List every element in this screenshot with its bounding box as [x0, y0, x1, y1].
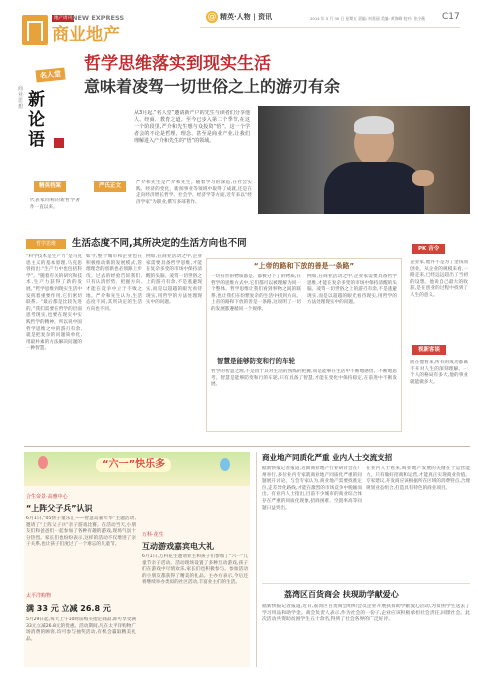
portrait-body — [324, 162, 424, 214]
body-column-1: “科学技术是生产力”是马克思主义的基本原理,马克思曾指出:“生产力中也包括科学”。“随着有关的研究和技术,生产力获得了新的发展。”哲学思维到现实生活中发挥着重要作用,它们密切联系。“最后都是比较先进的。”我们需要在哲学的层面思考现实,也要在现实中实践哲学的精神。所以说中国哲学思维之中的游刃有余,就是把复杂的问题简单化,用最朴素的方法解决问题的一种智慧。 — [26, 254, 82, 352]
balloon-icon — [220, 458, 230, 471]
logo-block — [22, 15, 48, 45]
headline-main: 哲学思维落实到现实生活 — [84, 54, 271, 74]
body-column-4: 哲学的智慧之源,不是由于其对生活的熟练的把握,而是能够在生活中不断地感悟、不断地思考。智慧是能够防变和行的车轮,只有具备了智慧,才能在变化中保持稳定,在前进中不断发展。 — [211, 369, 397, 388]
page-number: C17 — [442, 12, 460, 22]
calligraphy-title: 新论语 — [28, 90, 45, 150]
kids-left-tag: 合生帝景·高雅中心 — [26, 494, 68, 500]
vertical-caption: 商业·思想 — [18, 86, 25, 110]
at-icon: @ — [207, 12, 217, 22]
side-label-2: 视新客谈 — [412, 345, 446, 355]
feature-bottom-rule — [24, 446, 470, 447]
quote-text-2: 例如,在商业活动之中,企业家需要具备哲学思维,才能在复杂多变的市场中保持清醒的头脑。凌驾一切世俗之上的游刃有余,不是逃避现实,而是以超越的眼光看待现实,用哲学的方法处理现实中的问题。 — [307, 274, 397, 306]
profile-text-2: 严介和先生是严介和先生。随着学习的深造,在社会实践、经济的变化、新闻事业等领域中取得了成就,还是在走向经济增长哲学、社会学、经济学等方面,近年来以“经济学家”为职业,撰写多部著作。 — [136, 180, 252, 205]
quote-box — [206, 258, 402, 432]
kids-bottom-tag: 太平洋购物 — [26, 593, 52, 599]
news-text-1: 据新快报记者报道,近期商业地产行业研讨会在广州举行,多位业内专家就商业地产同质化严重的问题展开讨论。与会专家认为,商业地产需要找准定位,走差异化路线,才能在激烈的市场竞争中脱颖而出。有业内人士指出,目前不少城市的商业综合体存在严重的同质化现象,招商困难、空置率高等问题日益突出。 — [262, 466, 362, 511]
news-text-3: 据新快报记者报道,近日,荔湾区百货商会组织会员企业开展扶贫助学献爱心活动,为贫困学生送去了学习用品和助学金。商会负责人表示,作为社会的一份子,企业应该积极承担社会责任,回馈社会。此次活动共资助贫困学生五十余名,得到了社会各界的广泛好评。 — [262, 604, 470, 623]
celebrity-badge: 名人堂 — [35, 68, 65, 83]
side-text-2: 而在他看来,所有的成功都离不开对人生的深刻理解。一个人的格局有多大,他的事业就能做多大。 — [410, 360, 468, 385]
kids-mid-tag: 万科·花生 — [142, 532, 164, 538]
column-divider — [256, 452, 257, 667]
body-label: 严氏正文 — [94, 181, 126, 192]
quote-text: 一切有形的物质都是、都被分下了的物质,在哲学的思维方式中,它们都可以被理解为同一个整体。哲学思维让我们看到事物之间的联系,也让我们在纷繁复杂的生活中找到方向。上帝的路和下放的善是一条路,这说明了一切的发展都遵循同一个规律。 — [211, 274, 301, 312]
news-title-2: 荔湾区百货商会 扶现助学献爱心 — [284, 590, 399, 599]
issue-meta: 2014 年 5 月 30 日 星期五 责编: 何嘉丽 美编: 黄海峰 校对: 张少薇 — [310, 16, 425, 21]
quote-title: “上帝的路和下放的善是一条路” — [253, 262, 355, 270]
express-label: NEW EXPRESS — [72, 14, 125, 22]
kids-mid-title: 互动游戏嘉宾电大礼 — [142, 542, 214, 551]
portrait-hand — [412, 170, 434, 186]
news-title-1: 商业地产同质化严重 业内人士交流支招 — [262, 453, 393, 462]
body-column-2: 如今,整个城市和企业也在积极推动新的发展模式,管理理念的创新也必须跟上步伐。过去的经验告诉我们,只有认清形势、把握方向,才能在竞争中立于不败之地。严介和先生认为,生活态度不同,其所决定的生活方向也不同。 — [86, 254, 142, 312]
news-rule — [262, 583, 470, 584]
side-label-1: PK 吉令 — [412, 244, 445, 254]
intro-paragraph: 从3月起,“名人堂”邀请新产户的先生与读者们分享他人、经商、教育之道。至今已步入第二个季节,在这一个阶段里,严介和先生想与众投资“悟”。这一个学者会的不论是哲理、理念、甚至是商业产业,让我们理解进入产介和先生的“悟”的领域。 — [134, 110, 250, 144]
portrait-hair — [354, 116, 394, 134]
balloon-icon — [38, 456, 48, 469]
portrait-photo — [258, 106, 470, 214]
section-tag: 地产周刊 — [54, 16, 72, 21]
building-icon — [27, 21, 43, 41]
headline-sub: 意味着凌驾一切世俗之上的游刃有余 — [84, 77, 341, 96]
column-title: 精英·人物 | 资讯 — [220, 13, 273, 21]
body-column-3: 例如,在商业活动之中,企业家需要具备哲学思维,才能在复杂多变的市场中保持清醒的头脑。凌驾一切世俗之上的游刃有余,不是逃避现实,而是以超越的眼光看待现实,用哲学的方法处理现实中的问题。 — [146, 254, 202, 306]
seal-stamp — [54, 138, 64, 148]
subheading-1: 生活态度不同,其所决定的生活方向也不同 — [72, 238, 247, 249]
kids-mid-text: 6月1日,万科花生邀请业主和孩子们参加了“六一”儿童节亲子活动。活动现场设置了多种互动游戏,孩子们在游戏中尽情欢乐,家长们也积极参与。参加活动的小朋友都获得了精美的礼品。主办方表示,今后还将继续举办类似的社区活动,丰富业主们的生活。 — [142, 554, 248, 586]
kids-bottom-title: 满 33 元 立减 26.8 元 — [26, 604, 111, 613]
section-label-marker: 哲学思维 — [26, 239, 66, 249]
subheading-2: 智慧是能够防变和行的车轮 — [217, 357, 295, 365]
kids-banner: “六一”快乐多 — [96, 458, 171, 472]
side-text-1: 企业家,他并不是为了金钱而创业。从企业的规模来看,一路走来,已经远远超出了当初的设想。他说自己最大的收获,是在创业的过程中找到了人生的意义。 — [410, 260, 468, 298]
header-rule — [200, 27, 460, 28]
kids-left-title: “上阵父子兵”认识 — [26, 504, 93, 513]
kids-bottom-text: 5月29日起,每天上午10时前购买指定商品,即可享受满33元立减26.8元的优惠。活动期间,凡在太平洋购物广场消费的顾客,均可参与抽奖活动,有机会赢取精美礼品。 — [26, 617, 136, 642]
kids-left-text: 6月1日,“05快子童乐汇——智慧岛嘉年华”主题活动,邀请了“上阵父子兵”亲子游戏比赛。在活动当天,小朋友们和爸爸们一起参加了各种有趣的游戏,现场气氛十分热烈。家长们也纷纷表示,这样的活动不仅增进了亲子关系,也让孩子们度过了一个难忘的儿童节。 — [26, 516, 136, 548]
news-text-2: 在业内人士看来,商业地产发展的关键在于运营能力。只有做好招商和运营,才能真正实现商业价值。专家建议,开发商应该根据所在区域的消费特点,合理规划业态组合,打造具有特色的商业项目。 — [366, 466, 470, 491]
section-title: 商业地产 — [52, 25, 120, 45]
profile-label: 精英档案 — [34, 181, 66, 192]
profile-text: 代表家同称的新哲学著作一直以来。 — [30, 198, 80, 210]
header — [0, 0, 478, 56]
